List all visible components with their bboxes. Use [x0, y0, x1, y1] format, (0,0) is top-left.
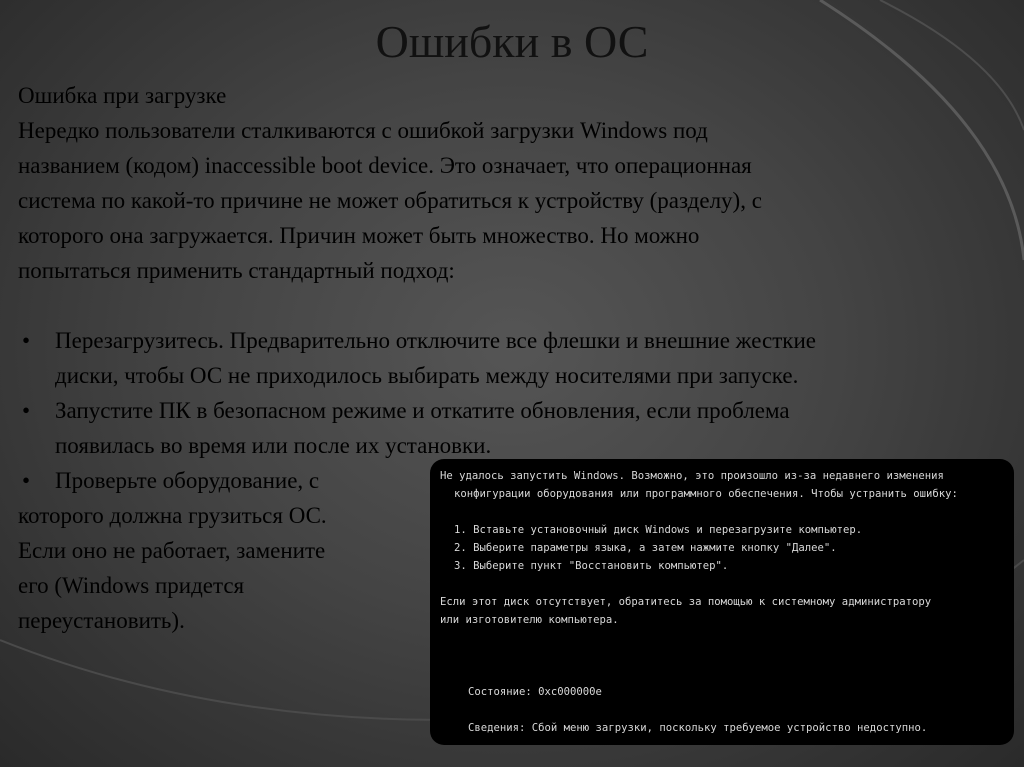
error-step: 3. Выберите пункт "Восстановить компьютер". [454, 560, 729, 572]
slide-title: Ошибки в ОС [375, 16, 649, 67]
tail-line: переустановить). [18, 608, 185, 633]
list-item [18, 393, 1008, 463]
bullet-icon: • [22, 468, 31, 493]
tail-line: которого должна грузиться ОС. [18, 503, 327, 528]
bullet-icon: • [22, 328, 31, 353]
intro-line: названием (кодом) inaccessible boot device. Это означает, что операционная [18, 153, 752, 178]
intro-line: которого она загружается. Причин может быть множество. Но можно [18, 223, 700, 248]
bullet-continuation [18, 498, 418, 638]
intro-line: Нередко пользователи сталкиваются с ошибкой загрузки Windows под [18, 118, 708, 143]
error-line: конфигурации оборудования или программного обеспечения. Чтобы устранить ошибку: [454, 488, 958, 500]
intro-line: попытаться применить стандартный подход: [18, 258, 455, 283]
tail-line: его (Windows придется [18, 573, 245, 598]
bullet-line: диски, чтобы ОС не приходилось выбирать между носителями при запуске. [55, 363, 799, 388]
intro-heading: Ошибка при загрузке [18, 83, 227, 108]
error-line: Если этот диск отсутствует, обратитесь за помощью к системному администратору [440, 596, 932, 608]
boot-error-screenshot [430, 459, 1014, 745]
bullet-line: появилась во время или после их установки. [55, 433, 492, 458]
error-line: Не удалось запустить Windows. Возможно, это произошло из-за недавнего изменения [440, 470, 944, 482]
bullet-line: Проверьте оборудование, с [55, 468, 320, 493]
bullet-line: Запустите ПК в безопасном режиме и откатите обновления, если проблема [55, 398, 790, 423]
bullet-line: Перезагрузитесь. Предварительно отключите все флешки и внешние жесткие [55, 328, 816, 353]
list-item [18, 323, 1008, 393]
error-line: или изготовителю компьютера. [440, 614, 619, 626]
bullet-icon: • [22, 398, 31, 423]
intro-line: система по какой-то причине не может обратиться к устройству (разделу), с [18, 188, 762, 213]
error-step: 2. Выберите параметры языка, а затем нажмите кнопку "Далее". [454, 542, 837, 554]
error-info: Сведения: Сбой меню загрузки, поскольку требуемое устройство недоступно. [468, 722, 928, 734]
error-status: Состояние: 0xc000000e [468, 686, 602, 698]
error-step: 1. Вставьте установочный диск Windows и перезагрузите компьютер. [454, 524, 863, 536]
tail-line: Если оно не работает, замените [18, 538, 326, 563]
